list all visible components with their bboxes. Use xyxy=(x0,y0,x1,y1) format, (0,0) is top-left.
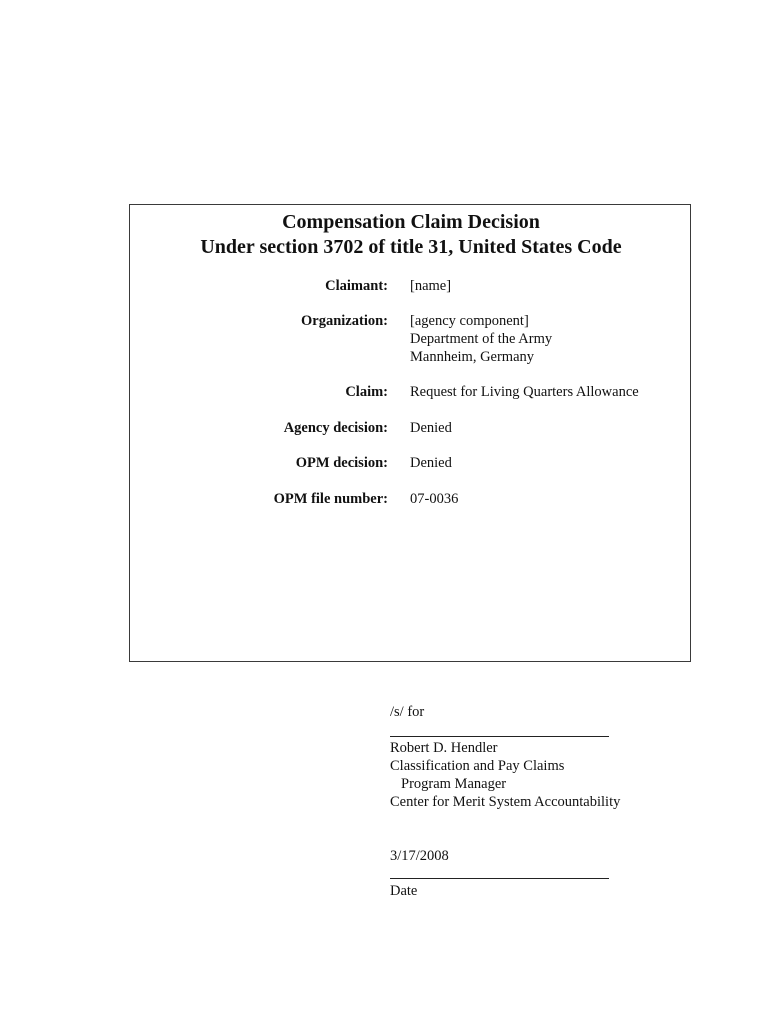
opm-file-number-value: 07-0036 xyxy=(410,491,459,507)
organization-value xyxy=(410,312,552,366)
signatory-name: Robert D. Hendler xyxy=(390,740,498,756)
opm-decision-value: Denied xyxy=(410,455,452,471)
signature-mark: /s/ for xyxy=(390,704,425,720)
document-title: Compensation Claim Decision xyxy=(282,211,540,233)
opm-file-number-label: OPM file number: xyxy=(273,491,388,507)
date-label: Date xyxy=(390,883,418,899)
organization-label: Organization: xyxy=(301,313,388,329)
claimant-value: [name] xyxy=(410,278,452,294)
document-subtitle: Under section 3702 of title 31, United States Code xyxy=(200,236,622,258)
date-line xyxy=(390,878,609,879)
claim-label: Claim: xyxy=(345,384,388,400)
organization-line: [agency component] xyxy=(410,313,529,329)
agency-decision-label: Agency decision: xyxy=(283,420,388,436)
claimant-label: Claimant: xyxy=(325,278,388,294)
signatory-office: Center for Merit System Accountability xyxy=(390,794,621,810)
signatory-title: Classification and Pay Claims xyxy=(390,758,565,774)
signature-line xyxy=(390,736,609,737)
agency-decision-value: Denied xyxy=(410,420,452,436)
opm-decision-label: OPM decision: xyxy=(295,455,388,471)
signatory-title-continued: Program Manager xyxy=(401,776,507,792)
organization-line: Mannheim, Germany xyxy=(410,349,535,365)
organization-line: Department of the Army xyxy=(410,331,553,347)
claim-value: Request for Living Quarters Allowance xyxy=(410,384,639,400)
signature-date: 3/17/2008 xyxy=(390,848,449,864)
